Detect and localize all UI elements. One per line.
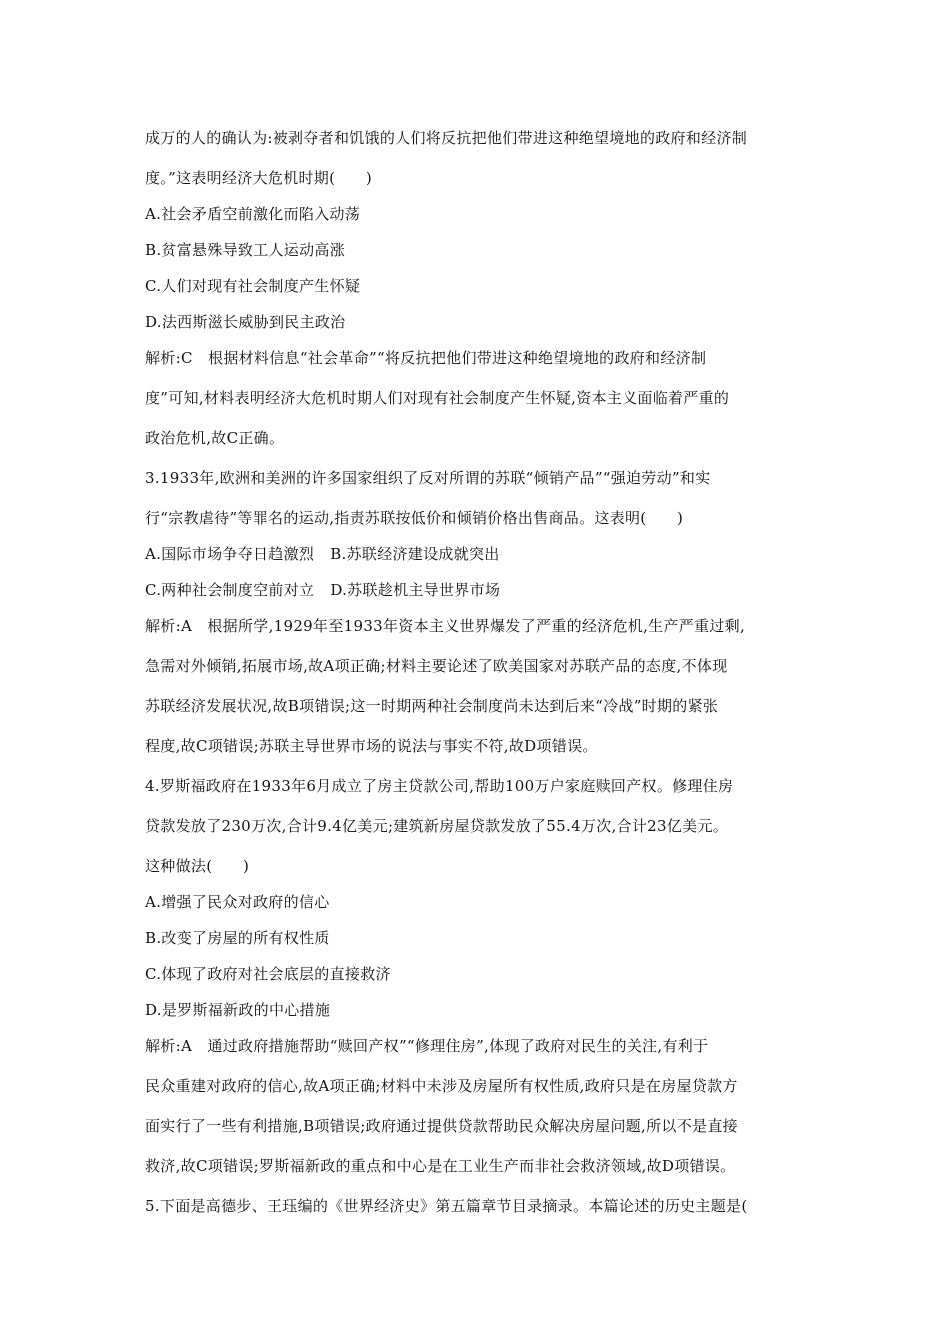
q3-option-row-2 — [145, 580, 500, 600]
q4-analysis-line-4: 救济,故C项错误;罗斯福新政的重点和中心是在工业生产而非社会救济领域,故D项错误。 — [145, 1157, 736, 1175]
q5-stem-line-1: 5.下面是高德步、王珏编的《世界经济史》第五篇章节目录摘录。本篇论述的历史主题是( — [145, 1197, 748, 1215]
q3-option-b: B.苏联经济建设成就突出 — [330, 545, 500, 563]
q4-analysis-line-1: 解析:A 通过政府措施帮助“赎回产权”“修理住房”,体现了政府对民生的关注,有利于 — [145, 1037, 709, 1055]
q4-analysis-line-3: 面实行了一些有利措施,B项错误;政府通过提供贷款帮助民众解决房屋问题,所以不是直接 — [145, 1117, 738, 1135]
q3-analysis-line-2: 急需对外倾销,拓展市场,故A项正确;材料主要论述了欧美国家对苏联产品的态度,不体现 — [145, 657, 728, 675]
q3-analysis-line-4: 程度,故C项错误;苏联主导世界市场的说法与事实不符,故D项错误。 — [145, 737, 598, 755]
q2-stem-line-1: 成万的人的确认为:被剥夺者和饥饿的人们将反抗把他们带进这种绝望境地的政府和经济制 — [145, 129, 748, 147]
q2-option-d: D.法西斯滋长威胁到民主政治 — [145, 313, 346, 331]
q4-option-c: C.体现了政府对社会底层的直接救济 — [145, 965, 391, 983]
q3-option-row-1 — [145, 544, 500, 564]
q3-stem-line-2: 行“宗教虐待”等罪名的运动,指责苏联按低价和倾销价格出售商品。这表明( ) — [145, 509, 684, 527]
q4-option-b: B.改变了房屋的所有权性质 — [145, 929, 330, 947]
q4-stem-line-3: 这种做法( ) — [145, 857, 250, 875]
q2-option-b: B.贫富悬殊导致工人运动高涨 — [145, 241, 345, 259]
q2-option-a: A.社会矛盾空前激化而陷入动荡 — [145, 205, 361, 223]
q2-analysis-line-3: 政治危机,故C正确。 — [145, 429, 285, 447]
q4-analysis-line-2: 民众重建对政府的信心,故A项正确;材料中未涉及房屋所有权性质,政府只是在房屋贷款方 — [145, 1077, 738, 1095]
q3-analysis-line-3: 苏联经济发展状况,故B项错误;这一时期两种社会制度尚未达到后来“冷战”时期的紧张 — [145, 697, 719, 715]
q2-option-c: C.人们对现有社会制度产生怀疑 — [145, 277, 361, 295]
q4-option-d: D.是罗斯福新政的中心措施 — [145, 1001, 331, 1019]
q2-analysis-line-2: 度”可知,材料表明经济大危机时期人们对现有社会制度产生怀疑,资本主义面临着严重的 — [145, 389, 730, 407]
q4-stem-line-2: 贷款发放了230万次,合计9.4亿美元;建筑新房屋贷款发放了55.4万次,合计23亿美元。 — [145, 817, 729, 835]
q2-analysis-line-1: 解析:C 根据材料信息“社会革命”“将反抗把他们带进这种绝望境地的政府和经济制 — [145, 349, 707, 367]
q3-stem-line-1: 3.1933年,欧洲和美洲的许多国家组织了反对所谓的苏联“倾销产品”“强迫劳动”和实 — [145, 469, 711, 487]
q3-option-d: D.苏联趁机主导世界市场 — [330, 581, 501, 599]
q2-stem-line-2: 度。”这表明经济大危机时期( ) — [145, 169, 372, 187]
q3-analysis-line-1: 解析:A 根据所学,1929年至1933年资本主义世界爆发了严重的经济危机,生产严重过剩, — [145, 617, 746, 635]
q4-option-a: A.增强了民众对政府的信心 — [145, 893, 330, 911]
q3-option-c: C.两种社会制度空前对立 — [145, 581, 315, 599]
q4-stem-line-1: 4.罗斯福政府在1933年6月成立了房主贷款公司,帮助100万户家庭赎回产权。修理住房 — [145, 777, 734, 795]
q3-option-a: A.国际市场争夺日趋激烈 — [145, 545, 315, 563]
